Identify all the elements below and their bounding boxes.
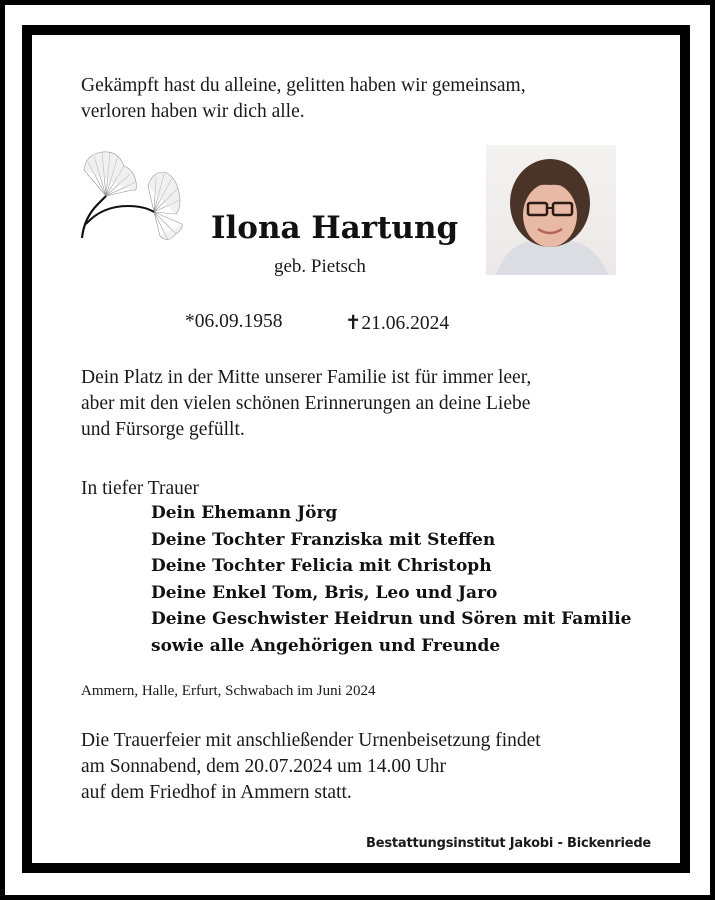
intro-text [81, 365, 531, 443]
death-date-line [345, 311, 449, 335]
ceremony-line: auf dem Friedhof in Ammern statt. [81, 782, 352, 803]
motto-line: verloren haben wir dich alle. [81, 101, 305, 122]
family-member: Deine Enkel Tom, Bris, Leo und Jaro [151, 582, 498, 603]
deceased-name: Ilona Hartung [211, 210, 459, 246]
intro-line: Dein Platz in der Mitte unserer Familie ist für immer leer, [81, 367, 532, 388]
undertaker-name: Bestattungsinstitut Jakobi - Bickenriede [366, 836, 652, 851]
family-member: Deine Tochter Franziska mit Steffen [151, 529, 496, 550]
family-member: Deine Tochter Felicia mit Christoph [151, 556, 492, 576]
family-member: Dein Ehemann Jörg [151, 503, 338, 523]
intro-line: aber mit den vielen schönen Erinnerungen an deine Liebe [81, 393, 531, 414]
birth-date: *06.09.1958 [185, 311, 283, 332]
places-date: Ammern, Halle, Erfurt, Schwabach im Juni 2024 [81, 683, 376, 699]
cross-icon: ✝ [345, 313, 362, 334]
family-member: sowie alle Angehörigen und Freunde [151, 635, 501, 656]
mourning-label: In tiefer Trauer [81, 478, 200, 499]
motto-line: Gekämpft hast du alleine, gelitten haben wir gemeinsam, [81, 75, 526, 96]
ginkgo-leaves-icon [78, 148, 198, 248]
death-date: 21.06.2024 [361, 313, 450, 334]
family-member: Deine Geschwister Heidrun und Sören mit Familie [151, 609, 632, 629]
family-list [151, 500, 632, 659]
maiden-name: geb. Pietsch [274, 256, 366, 277]
motto [81, 73, 526, 125]
ceremony-info [81, 728, 541, 806]
intro-line: und Fürsorge gefüllt. [81, 419, 245, 440]
portrait-photo [486, 145, 616, 275]
ceremony-line: am Sonnabend, dem 20.07.2024 um 14.00 Uhr [81, 756, 447, 777]
ceremony-line: Die Trauerfeier mit anschließender Urnenbeisetzung findet [81, 730, 541, 751]
